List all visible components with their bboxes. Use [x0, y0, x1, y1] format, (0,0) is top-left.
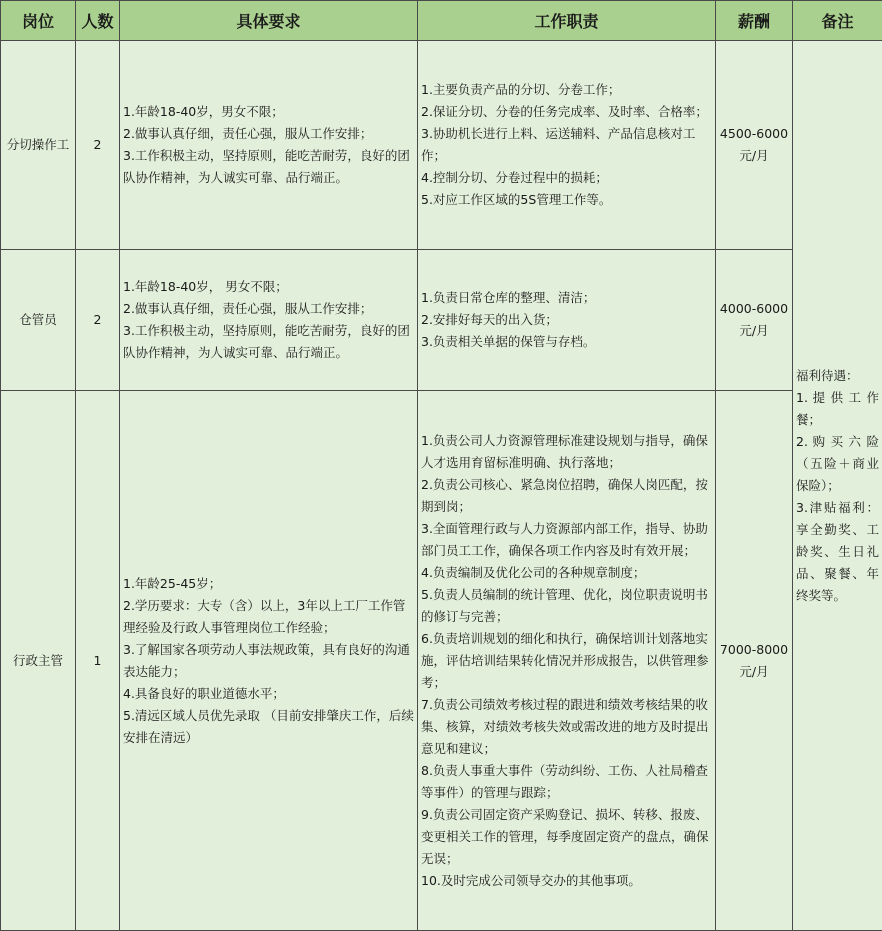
- duty-line: 5.对应工作区域的5S管理工作等。: [421, 192, 612, 207]
- requirement-line: 3.工作积极主动，坚持原则，能吃苦耐劳，良好的团队协作精神，为人诚实可靠、品行端正。: [123, 148, 410, 185]
- salary-unit: 元/月: [739, 323, 769, 338]
- remark-line: 3.津贴福利：享全勤奖、工龄奖、生日礼品、聚餐、年终奖等。: [796, 499, 879, 603]
- duty-line: 8.负责人事重大事件（劳动纠纷、工伤、人社局稽查等事件）的管理与跟踪；: [421, 762, 708, 800]
- salary-unit: 元/月: [739, 663, 769, 679]
- position-cell: 分切操作工: [1, 41, 76, 250]
- duty-line: 2.安排好每天的出入货；: [421, 312, 558, 327]
- salary-range: 4000-6000: [719, 301, 789, 316]
- duty-line: 4.控制分切、分卷过程中的损耗；: [421, 170, 608, 185]
- requirement-line: 2.做事认真仔细，责任心强，服从工作安排；: [123, 126, 373, 141]
- requirements-cell: [120, 391, 418, 931]
- count-cell: 2: [76, 250, 120, 391]
- requirement-line: 4.具备良好的职业道德水平；: [123, 685, 285, 701]
- header-remarks: 备注: [793, 1, 882, 41]
- header-duties: 工作职责: [418, 1, 716, 41]
- header-requirements: 具体要求: [120, 1, 418, 41]
- duty-line: 5.负责人员编制的统计管理、优化，岗位职责说明书的修订与完善；: [421, 586, 708, 624]
- requirements-cell: [120, 250, 418, 391]
- header-position: 岗位: [1, 1, 76, 41]
- requirement-line: 2.学历要求：大专（含）以上，3年以上工厂工作管理经验及行政人事管理岗位工作经验；: [123, 597, 406, 635]
- requirement-line: 3.工作积极主动，坚持原则，能吃苦耐劳，良好的团队协作精神，为人诚实可靠、品行端正。: [123, 323, 410, 360]
- salary-cell: [716, 41, 793, 250]
- requirement-line: 3.了解国家各项劳动人事法规政策，具有良好的沟通表达能力；: [123, 641, 410, 679]
- position-cell: 行政主管: [1, 391, 76, 931]
- duty-line: 6.负责培训规划的细化和执行，确保培训计划落地实施，评估培训结果转化情况并形成报告，以供管理参考；: [421, 630, 709, 690]
- count-cell: 1: [76, 391, 120, 931]
- duties-cell: [418, 250, 716, 391]
- duty-line: 2.负责公司核心、紧急岗位招聘，确保人岗匹配，按期到岗；: [421, 476, 708, 514]
- header-row: [1, 1, 882, 41]
- table-row: [1, 391, 882, 931]
- salary-range: 4500-6000: [719, 126, 789, 141]
- requirements-cell: [120, 41, 418, 250]
- remark-line: 1. 提 供 工 作 餐；: [796, 389, 879, 427]
- count-cell: 2: [76, 41, 120, 250]
- remark-line: 2. 购 买 六 险（五险＋商业保险）；: [796, 433, 879, 493]
- requirement-line: 1.年龄25-45岁；: [123, 575, 222, 591]
- salary-cell: [716, 250, 793, 391]
- salary-range: 7000-8000: [719, 641, 789, 657]
- remarks-cell: [793, 41, 882, 931]
- duty-line: 9.负责公司固定资产采购登记、损坏、转移、报废、变更相关工作的管理，每季度固定资产的盘点，确保无误；: [421, 806, 709, 866]
- table-row: [1, 250, 882, 391]
- requirement-line: 5.清远区域人员优先录取 （目前安排肇庆工作，后续安排在清远）: [123, 707, 414, 745]
- requirement-line: 2.做事认真仔细，责任心强，服从工作安排；: [123, 301, 373, 316]
- duty-line: 3.全面管理行政与人力资源部内部工作，指导、协助部门员工工作，确保各项工作内容及时有效开展；: [421, 520, 708, 558]
- duty-line: 1.负责公司人力资源管理标准建设规划与指导，确保人才选用育留标准明确、执行落地；: [421, 432, 708, 470]
- duty-line: 3.负责相关单据的保管与存档。: [421, 334, 596, 349]
- header-count: 人数: [76, 1, 120, 41]
- position-cell: 仓管员: [1, 250, 76, 391]
- table-row: [1, 41, 882, 250]
- requirement-line: 1.年龄18-40岁，男女不限；: [123, 104, 284, 119]
- duty-line: 1.负责日常仓库的整理、清洁；: [421, 290, 596, 305]
- duties-cell: [418, 391, 716, 931]
- duty-line: 3.协助机长进行上料、运送辅料、产品信息核对工作；: [421, 126, 696, 163]
- duty-line: 7.负责公司绩效考核过程的跟进和绩效考核结果的收集、核算，对绩效考核失效或需改进的地方及时提出意见和建议；: [421, 696, 709, 756]
- remark-line: 福利待遇：: [796, 367, 859, 383]
- requirement-line: 1.年龄18-40岁， 男女不限；: [123, 279, 288, 294]
- header-salary: 薪酬: [716, 1, 793, 41]
- salary-cell: [716, 391, 793, 931]
- duty-line: 2.保证分切、分卷的任务完成率、及时率、合格率；: [421, 104, 708, 119]
- duty-line: 4.负责编制及优化公司的各种规章制度；: [421, 564, 646, 580]
- salary-unit: 元/月: [739, 148, 769, 163]
- duty-line: 10.及时完成公司领导交办的其他事项。: [421, 872, 641, 888]
- duty-line: 1.主要负责产品的分切、分卷工作；: [421, 82, 621, 97]
- duties-cell: [418, 41, 716, 250]
